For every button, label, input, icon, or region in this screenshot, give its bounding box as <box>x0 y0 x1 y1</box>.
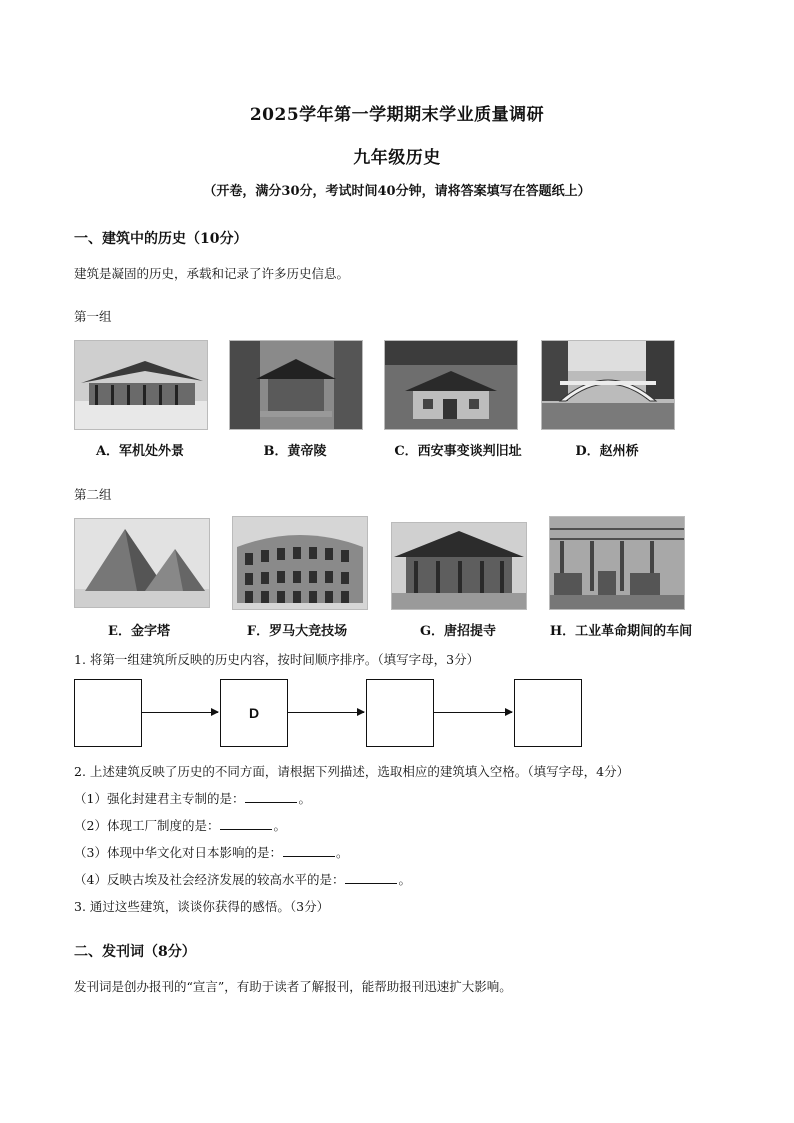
answer-blank-4[interactable] <box>345 871 397 884</box>
caption-g: G．唐招提寺 <box>419 624 497 639</box>
caption-d: D．赵州桥 <box>575 444 639 459</box>
bridge-photo <box>541 340 675 430</box>
section2-intro: 发刊词是创办报刊的“宣言”，有助于读者了解报刊，能帮助报刊迅速扩大影响。 <box>74 979 512 994</box>
question-3: 3. 通过这些建筑，谈谈你获得的感悟。（3分） <box>74 899 330 914</box>
question-1: 1. 将第一组建筑所反映的历史内容，按时间顺序排序。（填写字母，3分） <box>74 652 480 667</box>
question-2-item-2: （2）体现工厂制度的是： 。 <box>74 818 286 833</box>
arrow-2 <box>287 712 364 713</box>
answer-box-3[interactable] <box>366 679 434 747</box>
group2-label: 第二组 <box>74 487 112 502</box>
page-title: 2025学年第一学期期末学业质量调研 <box>249 105 545 125</box>
answer-box-2[interactable]: D <box>220 679 288 747</box>
caption-c: C．西安事变谈判旧址 <box>394 444 522 459</box>
exam-instructions: （开卷，满分30分，考试时间40分钟，请将答案填写在答题纸上） <box>203 184 591 199</box>
factory-photo <box>549 516 685 610</box>
caption-h: H．工业革命期间的车间 <box>549 624 693 639</box>
caption-b: B．黄帝陵 <box>263 444 327 459</box>
question-2: 2. 上述建筑反映了历史的不同方面，请根据下列描述，选取相应的建筑填入空格。（填写字母，4分） <box>74 764 630 779</box>
answer-blank-1[interactable] <box>245 790 297 803</box>
answer-box-1[interactable] <box>74 679 142 747</box>
group1-label: 第一组 <box>74 309 112 324</box>
question-2-item-4: （4）反映古埃及社会经济发展的较高水平的是： 。 <box>74 872 411 887</box>
question-2-item-1: （1）强化封建君主专制的是： 。 <box>74 791 311 806</box>
arrow-1 <box>141 712 218 713</box>
colosseum-photo <box>232 516 368 610</box>
caption-f: F．罗马大竞技场 <box>246 624 348 639</box>
answer-box-4[interactable] <box>514 679 582 747</box>
caption-a: A．军机处外景 <box>95 444 185 459</box>
question-2-item-3: （3）体现中华文化对日本影响的是： 。 <box>74 845 349 860</box>
caption-e: E．金字塔 <box>108 624 170 639</box>
answer-blank-3[interactable] <box>283 844 335 857</box>
page-subtitle: 九年级历史 <box>353 148 441 168</box>
pyramid-photo <box>74 518 210 608</box>
building-photo <box>74 340 208 430</box>
temple-photo <box>391 522 527 610</box>
section2-heading: 二、发刊词（8分） <box>74 944 196 960</box>
section1-heading: 一、建筑中的历史（10分） <box>74 231 248 247</box>
section1-intro: 建筑是凝固的历史，承载和记录了许多历史信息。 <box>74 266 350 281</box>
pavilion-photo <box>229 340 363 430</box>
house-photo <box>384 340 518 430</box>
answer-blank-2[interactable] <box>220 817 272 830</box>
arrow-3 <box>433 712 512 713</box>
